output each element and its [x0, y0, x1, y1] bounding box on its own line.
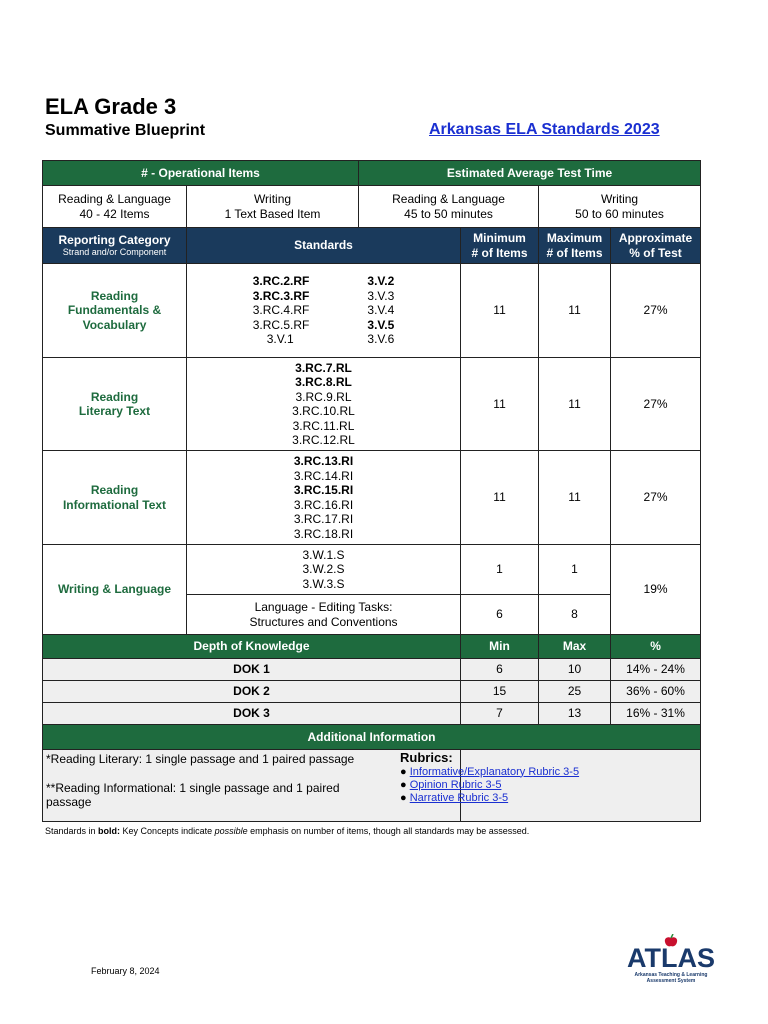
percent-value: 27% — [611, 264, 701, 358]
passage-notes — [43, 750, 461, 822]
dok-label: DOK 3 — [43, 703, 461, 725]
percent-value: 27% — [611, 358, 701, 451]
note-informational: **Reading Informational: 1 single passage and 1 paired passage — [46, 780, 340, 809]
dok-min: 15 — [461, 681, 539, 703]
additional-info-header: Additional Information — [43, 725, 701, 750]
standard-code: 3.V.6 — [367, 332, 395, 347]
standard-code: 3.V.1 — [266, 332, 294, 347]
rl-time-cell: Reading & Language 45 to 50 minutes — [359, 186, 539, 228]
standards-writing — [187, 545, 461, 595]
percent-value: 27% — [611, 451, 701, 545]
min-items-value: 6 — [461, 595, 539, 635]
maximum-items-header: Maximum # of Items — [539, 228, 611, 264]
standards-language: Language - Editing Tasks: Structures and Conventions — [187, 595, 461, 635]
logo-tagline-2: Assessment System — [646, 978, 696, 984]
standard-code: 3.RC.18.RI — [293, 526, 354, 541]
rubric-link-opinion[interactable]: Opinion Rubric 3-5 — [409, 778, 502, 791]
standard-code: 3.RC.10.RL — [292, 404, 355, 418]
max-items-value: 8 — [539, 595, 611, 635]
percent-test-header: Approximate % of Test — [611, 228, 701, 264]
standard-code: 3.RC.7.RL — [295, 360, 352, 375]
note-literary: *Reading Literary: 1 single passage and 1 paired passage — [46, 752, 355, 766]
max-items-value: 1 — [539, 545, 611, 595]
page-title: ELA Grade 3 — [45, 94, 177, 119]
standard-code: 3.W.3.S — [302, 576, 345, 591]
dok-max: 13 — [539, 703, 611, 725]
standards-reading-informational — [187, 451, 461, 545]
dok-label: DOK 1 — [43, 659, 461, 681]
standard-code: 3.V.3 — [367, 288, 395, 303]
category-writing-language: Writing & Language — [43, 545, 187, 635]
standard-code: 3.W.1.S — [302, 547, 345, 562]
category-reading-fundamentals: Reading Fundamentals & Vocabulary — [43, 264, 187, 358]
standard-code: 3.RC.17.RI — [293, 512, 354, 526]
standard-code: 3.RC.16.RI — [293, 497, 354, 512]
percent-value: 19% — [611, 545, 701, 635]
standards-header: Standards — [187, 228, 461, 264]
standards-reading-literary — [187, 358, 461, 451]
rubrics-cell: Rubrics: ● Informative/Explanatory Rubric 3-5 ● Opinion Rubric 3-5 ● Narrative Rubric 3-5 — [461, 750, 701, 822]
test-time-header: Estimated Average Test Time — [359, 161, 701, 186]
dok-pct: 36% - 60% — [611, 681, 701, 703]
rl-items-cell: Reading & Language 40 - 42 Items — [43, 186, 187, 228]
rubrics-title: Rubrics: — [400, 750, 453, 765]
dok-header: Depth of Knowledge — [43, 635, 461, 659]
w-items-cell: Writing 1 Text Based Item — [187, 186, 359, 228]
reporting-category-header: Reporting Category Strand and/or Component — [43, 228, 187, 264]
max-items-value: 11 — [539, 451, 611, 545]
standard-code: 3.V.5 — [367, 317, 395, 332]
min-items-value: 1 — [461, 545, 539, 595]
dok-min: 6 — [461, 659, 539, 681]
logo-tagline-1: Arkansas Teaching & Learning — [634, 972, 708, 978]
rubric-link-narrative[interactable]: Narrative Rubric 3-5 — [409, 791, 509, 804]
dok-pct-header: % — [611, 635, 701, 659]
standard-code: 3.V.4 — [367, 303, 395, 318]
standard-code: 3.RC.8.RL — [295, 375, 352, 389]
standard-code: 3.V.2 — [367, 274, 395, 289]
standard-code: 3.RC.9.RL — [295, 389, 352, 404]
dok-pct: 16% - 31% — [611, 703, 701, 725]
min-items-value: 11 — [461, 358, 539, 451]
standard-code: 3.RC.14.RI — [293, 468, 354, 483]
standard-code: 3.RC.11.RL — [292, 418, 355, 433]
page-subtitle: Summative Blueprint — [45, 122, 206, 139]
dok-pct: 14% - 24% — [611, 659, 701, 681]
standard-code: 3.RC.3.RF — [252, 288, 310, 303]
standards-link[interactable]: Arkansas ELA Standards 2023 — [429, 121, 660, 138]
blueprint-table — [42, 160, 701, 822]
w-time-cell: Writing 50 to 60 minutes — [539, 186, 701, 228]
standard-code: 3.RC.2.RF — [252, 274, 310, 289]
standards-reading-fundamentals — [187, 264, 461, 358]
dok-max-header: Max — [539, 635, 611, 659]
dok-row — [43, 659, 701, 681]
dok-label: DOK 2 — [43, 681, 461, 703]
max-items-value: 11 — [539, 358, 611, 451]
minimum-items-header: Minimum # of Items — [461, 228, 539, 264]
operational-items-header: # - Operational Items — [43, 161, 359, 186]
dok-row — [43, 703, 701, 725]
category-reading-informational: Reading Informational Text — [43, 451, 187, 545]
standard-code: 3.RC.15.RI — [293, 483, 354, 497]
rubric-link-informative[interactable]: Informative/Explanatory Rubric 3-5 — [409, 765, 580, 778]
max-items-value: 11 — [539, 264, 611, 358]
category-reading-literary: Reading Literary Text — [43, 358, 187, 451]
min-items-value: 11 — [461, 264, 539, 358]
standard-code: 3.RC.13.RI — [293, 454, 354, 468]
dok-min: 7 — [461, 703, 539, 725]
logo-wordmark: ATLAS — [627, 943, 715, 973]
standard-code: 3.RC.4.RF — [252, 303, 310, 318]
document-date: February 8, 2024 — [91, 966, 160, 976]
standard-code: 3.RC.12.RL — [292, 433, 355, 447]
dok-min-header: Min — [461, 635, 539, 659]
dok-max: 25 — [539, 681, 611, 703]
atlas-logo — [618, 934, 724, 984]
min-items-value: 11 — [461, 451, 539, 545]
dok-max: 10 — [539, 659, 611, 681]
footnote: Standards in bold: Key Concepts indicate possible emphasis on number of items, though all standards may be assessed. — [45, 826, 530, 836]
dok-row — [43, 681, 701, 703]
standard-code: 3.W.2.S — [302, 562, 345, 577]
standard-code: 3.RC.5.RF — [252, 317, 310, 332]
